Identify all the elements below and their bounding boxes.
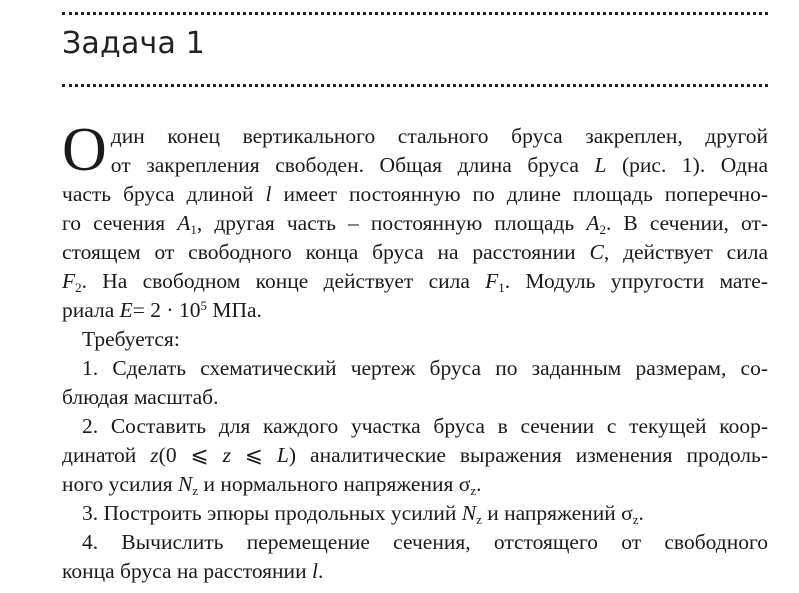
subscript-z: z (192, 483, 199, 498)
bottom-dotted-rule (62, 84, 768, 87)
text-segment: стоящем от свободного конца бруса на расстоянии (62, 240, 576, 264)
top-dotted-rule (62, 12, 768, 15)
text-segment: 2. Составить для каждого участка бруса в сечении с текущей коор- (82, 414, 768, 438)
text-line (62, 412, 768, 441)
text-segment: го сечения (62, 211, 166, 235)
symbol-L: L (594, 153, 607, 177)
subscript-1: 1 (190, 222, 197, 237)
text-segment: . (476, 472, 482, 496)
symbol-C: C (589, 240, 604, 264)
text-line (62, 122, 768, 151)
page-title: Задача 1 (62, 26, 206, 61)
text-line (62, 325, 768, 354)
symbol-l: l (311, 559, 318, 583)
text-segment: . Модуль упругости мате- (504, 269, 768, 293)
text-segment: и напряжений (487, 501, 616, 525)
text-line (62, 528, 768, 557)
symbol-E: E (119, 298, 133, 322)
text-segment: блюдая масштаб. (62, 385, 219, 409)
text-line (62, 238, 768, 267)
text-line (62, 267, 768, 296)
text-segment: , другая часть – постоянную площадь (196, 211, 575, 235)
requirements-label: Требуется: (82, 327, 180, 351)
text-segment: имеет постоянную по длине площадь поперечно- (283, 182, 769, 206)
text-segment: от закрепления свободен. Общая длина бруса (110, 153, 579, 177)
subscript-1: 1 (498, 280, 505, 295)
text-segment: 1. Сделать схематический чертеж бруса по заданным размерам, со- (82, 356, 768, 380)
subscript-2: 2 (599, 222, 606, 237)
text-segment: ного усилия (62, 472, 173, 496)
symbol-L: L (276, 443, 289, 467)
text-segment: . В сечении, от- (605, 211, 768, 235)
text-segment: ) аналитические выражения изменения продоль- (288, 443, 769, 467)
text-line (62, 383, 768, 412)
symbol-N: N (177, 472, 193, 496)
subscript-z: z (476, 512, 482, 527)
symbol-F: F (62, 269, 76, 293)
symbol-z: z (150, 443, 159, 467)
text-segment: и нормального напряжения (203, 472, 454, 496)
text-segment: дин конец вертикального стального бруса закреплен, другой (110, 124, 768, 148)
text-line (62, 499, 768, 528)
text-segment: риала (62, 298, 115, 322)
text-segment: . (317, 559, 324, 583)
text-segment: (0 ⩽ (158, 443, 209, 467)
text-line (62, 557, 768, 586)
symbol-N: N (461, 501, 477, 525)
subscript-z: z (632, 512, 639, 527)
text-line (62, 151, 768, 180)
drop-cap: О (62, 116, 107, 184)
superscript-5: 5 (200, 298, 207, 313)
text-segment: (рис. 1). Одна (622, 153, 768, 177)
text-line (62, 209, 768, 238)
text-segment: МПа. (212, 298, 262, 322)
problem-text (62, 116, 769, 586)
symbol-sigma: σ (458, 472, 471, 496)
text-segment: 3. Построить эпюры продольных усилий (82, 501, 457, 525)
text-line (62, 296, 768, 325)
text-line (62, 470, 768, 499)
text-segment: . (638, 501, 644, 525)
symbol-F: F (485, 269, 499, 293)
symbol-z: z (222, 443, 231, 467)
subscript-z: z (470, 483, 477, 498)
symbol-sigma: σ (621, 501, 633, 525)
text-line (62, 441, 768, 470)
problem-paragraph-intro (62, 116, 769, 325)
text-segment: = 2 · 10 (132, 298, 201, 322)
text-segment: ⩽ (244, 443, 263, 467)
text-segment: часть бруса длиной (62, 182, 254, 206)
text-segment: 4. Вычислить перемещение сечения, отстоящего от свободного (82, 530, 768, 554)
subscript-2: 2 (75, 280, 82, 295)
text-line (62, 354, 768, 383)
text-segment: конца бруса на расстоянии (62, 559, 307, 583)
symbol-A: A (177, 211, 191, 235)
symbol-l: l (265, 182, 272, 206)
text-segment: динатой (62, 443, 137, 467)
symbol-A: A (586, 211, 600, 235)
text-segment: . На свободном конце действует сила (81, 269, 470, 293)
text-line (62, 180, 768, 209)
text-segment: , действует сила (603, 240, 768, 264)
